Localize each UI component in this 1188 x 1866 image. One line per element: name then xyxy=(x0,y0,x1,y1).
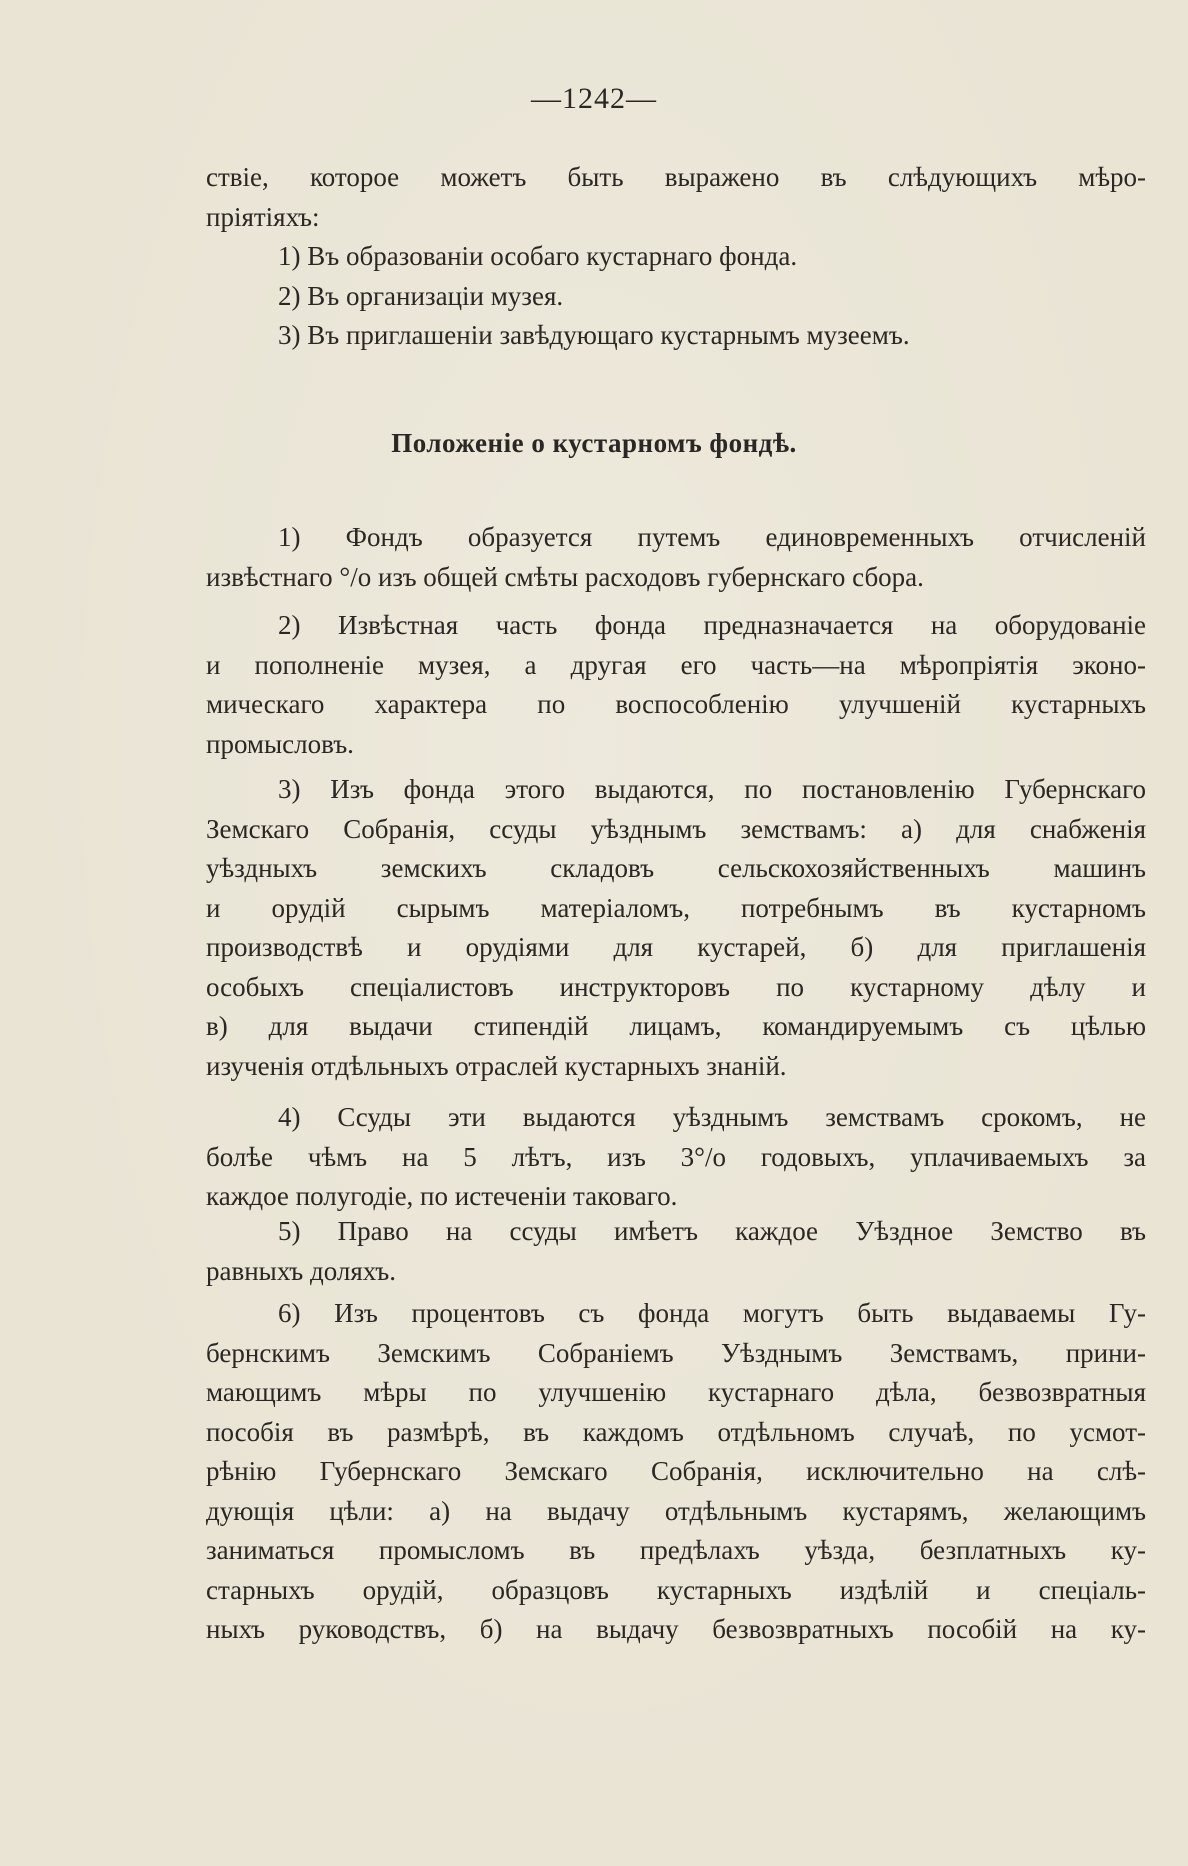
paragraph-line: 4) Ссуды эти выдаются уѣзднымъ земствамъ срокомъ, не xyxy=(278,1102,1146,1132)
paragraph-line: промысловъ. xyxy=(206,728,354,759)
paragraph-5 xyxy=(206,1212,1146,1291)
paragraph-line: рѣнію Губернскаго Земскаго Собранія, исключительно на слѣ- xyxy=(206,1456,1146,1486)
paragraph-6 xyxy=(206,1294,1146,1650)
paragraph-2 xyxy=(206,606,1146,764)
paragraph-line: и орудій сырымъ матеріаломъ, потребнымъ въ кустарномъ xyxy=(206,892,1146,923)
paragraph-line: особыхъ спеціалистовъ инструкторовъ по кустарному дѣлу и xyxy=(206,971,1146,1002)
paragraph-line: мающимъ мѣры по улучшенію кустарнаго дѣла, безвозвратныя xyxy=(206,1377,1146,1407)
paragraph-line: ныхъ руководствъ, б) на выдачу безвозвратныхъ пособій на ку- xyxy=(206,1614,1146,1644)
paragraph-line: уѣздныхъ земскихъ складовъ сельскохозяйственныхъ машинъ xyxy=(206,853,1146,883)
paragraph-line: производствѣ и орудіями для кустарей, б) для приглашенія xyxy=(206,932,1146,962)
section-heading: Положеніе о кустарномъ фондѣ. xyxy=(391,428,797,458)
paragraph-line: 5) Право на ссуды имѣетъ каждое Уѣздное Земство въ xyxy=(278,1216,1146,1246)
paragraph-4 xyxy=(206,1098,1146,1217)
paragraph-line: бернскимъ Земскимъ Собраніемъ Уѣзднымъ Земствамъ, прини- xyxy=(206,1337,1146,1368)
intro-line-2: пріятіяхъ: xyxy=(206,201,320,232)
paragraph-line: Земскаго Собранія, ссуды уѣзднымъ земствамъ: а) для снабженія xyxy=(206,813,1146,844)
paragraph-line: 6) Изъ процентовъ съ фонда могутъ быть выдаваемы Гу- xyxy=(278,1298,1146,1328)
paragraph-line: каждое полугодіе, по истеченіи таковаго. xyxy=(206,1181,678,1211)
paragraph-line: и пополненіе музея, а другая его часть—на мѣропріятія эконо- xyxy=(206,649,1146,680)
paragraph-line: заниматься промысломъ въ предѣлахъ уѣзда, безплатныхъ ку- xyxy=(206,1535,1146,1565)
paragraph-line: 1) Фондъ образуется путемъ единовременныхъ отчисленій xyxy=(278,522,1146,552)
intro-block xyxy=(206,158,1146,356)
paragraph-line: в) для выдачи стипендій лицамъ, командируемымъ съ цѣлью xyxy=(206,1011,1146,1041)
paragraph-1 xyxy=(206,518,1146,597)
paragraph-line: изученія отдѣльныхъ отраслей кустарныхъ знаній. xyxy=(206,1050,787,1081)
page-number: —1242— xyxy=(531,82,657,115)
paragraph-line: мическаго характера по воспособленію улучшеній кустарныхъ xyxy=(206,689,1146,719)
paragraph-line: старныхъ орудій, образцовъ кустарныхъ издѣлій и спеціаль- xyxy=(206,1574,1146,1605)
list-item: 3) Въ приглашеніи завѣдующаго кустарнымъ музеемъ. xyxy=(278,320,910,350)
paragraph-line: равныхъ доляхъ. xyxy=(206,1255,396,1286)
paragraph-line: 2) Извѣстная часть фонда предназначается на оборудованіе xyxy=(278,610,1146,640)
list-item: 1) Въ образованіи особаго кустарнаго фонда. xyxy=(278,241,798,271)
intro-line-1: ствіе, которое можетъ быть выражено въ слѣдующихъ мѣро- xyxy=(206,162,1146,192)
paragraph-line: 3) Изъ фонда этого выдаются, по постановленію Губернскаго xyxy=(278,774,1146,804)
paragraph-line: дующія цѣли: а) на выдачу отдѣльнымъ кустарямъ, желающимъ xyxy=(206,1495,1146,1526)
paragraph-line: пособія въ размѣрѣ, въ каждомъ отдѣльномъ случаѣ, по усмот- xyxy=(206,1416,1146,1447)
paragraph-line: болѣе чѣмъ на 5 лѣтъ, изъ 3°/o годовыхъ, уплачиваемыхъ за xyxy=(206,1141,1146,1172)
paragraph-line: извѣстнаго °/o изъ общей смѣты расходовъ губернскаго сбора. xyxy=(206,561,924,592)
list-item: 2) Въ организаціи музея. xyxy=(278,280,564,311)
paragraph-3 xyxy=(206,770,1146,1086)
